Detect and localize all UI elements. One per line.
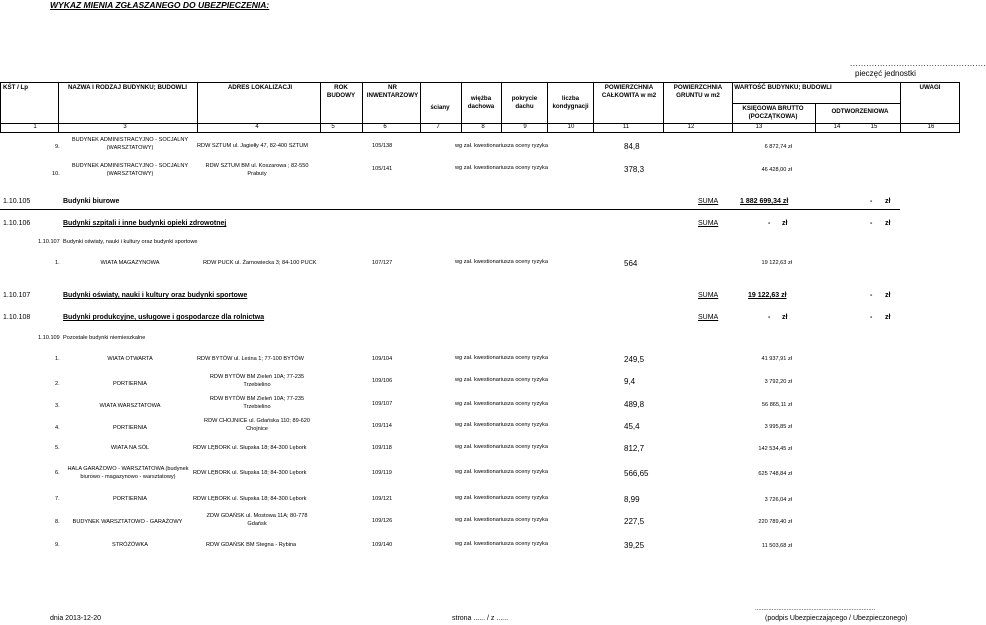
section-dash: - [870, 292, 873, 299]
row-address: RDW SZTUM BM ul. Koszarowa ; 82-550 Prabuty [205, 163, 309, 177]
row-name: WIATA WARSZTATOWA [99, 403, 161, 409]
subsection-code: 1.10.107 [38, 239, 60, 245]
row-value: 3 995,85 zł [764, 424, 792, 430]
section-code: 1.10.105 [3, 198, 31, 205]
row-lp: 9. [55, 144, 60, 150]
row-address: RDW BYTÓW BM Zieleń 10A; 77-235 Trzebielino [209, 374, 305, 388]
row-name: WIATA OTWARTA [107, 356, 153, 362]
col-divider [58, 82, 59, 132]
row-walls: wg zał. kwestionariusza oceny ryzyka [455, 517, 548, 523]
signature-label: (podpis Ubezpieczającego / Ubezpieczonego) [765, 615, 908, 622]
row-walls: wg zał. kwestionariusza oceny ryzyka [455, 401, 548, 407]
row-area: 378,3 [624, 165, 645, 174]
row-address: RDW PUCK ul. Żarnowiecka 3; 84-100 PUCK [203, 260, 317, 266]
col-divider [732, 82, 733, 132]
row-walls: wg zał. kwestionariusza oceny ryzyka [455, 165, 548, 171]
row-walls: wg zał. kwestionariusza oceny ryzyka [455, 259, 548, 265]
stamp-dots: .................................................. [850, 59, 986, 68]
value-sub-line [733, 103, 900, 104]
row-address: RDW SZTUM ul. Jagiełły 47, 82-400 SZTUM [197, 143, 308, 149]
col-num-8: 8 [481, 124, 485, 130]
row-address: RDW BYTÓW BM Zieleń 10A; 77-235 Trzebielino [209, 396, 305, 410]
row-name: BUDYNEK WARSZTATOWO - GARAŻOWY [72, 519, 183, 525]
section-currency: zł [782, 314, 788, 321]
col-num-1: 1 [33, 124, 37, 130]
col-num-4: 4 [255, 124, 259, 130]
header-bottom-line [0, 132, 960, 133]
row-inventory: 109/119 [372, 470, 392, 476]
col-divider [815, 103, 816, 132]
section-code: 1.10.107 [3, 292, 31, 299]
header-liczba: liczba kondygnacji [552, 95, 589, 110]
col-divider [0, 82, 1, 132]
header-wiezba: więźba dachowa [467, 95, 495, 110]
section-value: 1 882 699,34 zł [740, 198, 789, 205]
section-suma-label: SUMA [698, 198, 719, 205]
section-code: 1.10.106 [3, 220, 31, 227]
row-walls: wg zał. kwestionariusza oceny ryzyka [455, 495, 548, 501]
section-line [0, 209, 900, 210]
row-value: 142 534,45 zł [758, 446, 792, 452]
row-area: 9,4 [624, 377, 636, 386]
row-area: 812,7 [624, 444, 645, 453]
row-address: RDW BYTÓW ul. Leśna 1; 77-100 BYTÓW [197, 356, 304, 362]
row-lp: 5. [55, 445, 60, 451]
header-ksiegowa: KSIĘGOWA BRUTTO (POCZĄTKOWA) [742, 105, 804, 120]
row-area: 84,8 [624, 142, 640, 151]
row-address: RDW LĘBORK ul. Słupska 18; 84-300 Lębork [193, 496, 307, 502]
col-num-5: 5 [331, 124, 335, 130]
row-walls: wg zał. kwestionariusza oceny ryzyka [455, 355, 548, 361]
row-walls: wg zał. kwestionariusza oceny ryzyka [455, 143, 548, 149]
section-dash: - [768, 220, 771, 227]
row-area: 489,8 [624, 400, 645, 409]
row-inventory: 109/121 [372, 496, 393, 502]
row-inventory: 109/107 [372, 401, 393, 407]
row-area: 249,5 [624, 355, 645, 364]
row-inventory: 109/106 [372, 378, 393, 384]
section-code: 1.10.108 [3, 314, 31, 321]
row-inventory: 107/127 [372, 260, 393, 266]
row-walls: wg zał. kwestionariusza oceny ryzyka [455, 377, 548, 383]
row-name: BUDYNEK ADMINISTRACYJNO - SOCJALNY (WARSZTATOWY) [71, 137, 189, 151]
header-odtworzeniowa: ODTWORZENIOWA [831, 108, 889, 115]
col-divider [197, 82, 198, 132]
row-inventory: 109/126 [372, 518, 393, 524]
row-walls: wg zał. kwestionariusza oceny ryzyka [455, 541, 548, 547]
row-walls: wg zał. kwestionariusza oceny ryzyka [455, 422, 548, 428]
col-num-9: 9 [523, 124, 527, 130]
col-divider [501, 82, 502, 132]
col-divider [420, 82, 421, 132]
header-nazwa: NAZWA I RODZAJ BUDYNKU; BUDOWLI [67, 84, 188, 91]
header-pow-calk: POWIERZCHNIA CAŁKOWITA w m2 [601, 84, 657, 99]
section-value: 19 122,63 zł [748, 292, 787, 299]
col-divider [663, 82, 664, 132]
row-value: 19 122,63 zł [761, 260, 792, 266]
row-name: PORTIERNIA [112, 381, 148, 387]
col-divider [959, 82, 960, 132]
row-inventory: 109/140 [372, 542, 393, 548]
section-name: Budynki produkcyjne, usługowe i gospodarcze dla rolnictwa [63, 314, 265, 321]
section-name: Budynki szpitali i inne budynki opieki zdrowotnej [63, 220, 227, 227]
col-divider [362, 82, 363, 132]
section-dash: - [870, 220, 873, 227]
row-value: 11 503,68 zł [761, 543, 792, 549]
row-area: 45,4 [624, 422, 640, 431]
section-name: Budynki biurowe [63, 198, 120, 205]
col-divider [900, 82, 901, 132]
row-lp: 10. [52, 171, 60, 177]
row-address: RDW CHOJNICE ul. Gdańska 110; 89-620 Chojnice [204, 418, 310, 432]
section-currency: zł [782, 220, 788, 227]
col-num-14: 14 [833, 124, 841, 130]
row-value: 3 792,20 zł [764, 379, 792, 385]
col-divider [461, 82, 462, 132]
header-adres: ADRES LOKALIZACJI [227, 84, 293, 91]
row-lp: 7. [55, 496, 60, 502]
row-name: WIATA MAGAZYNOWA [100, 260, 160, 266]
row-address: ZDW GDAŃSK ul. Mostowa 11A; 80-778 Gdańsk [206, 513, 308, 527]
row-inventory: 105/138 [372, 143, 393, 149]
col-num-12: 12 [687, 124, 695, 130]
row-name: PORTIERNIA [112, 425, 148, 431]
row-inventory: 109/114 [372, 423, 392, 429]
row-walls: wg zał. kwestionariusza oceny ryzyka [455, 469, 548, 475]
section-currency: zł [885, 220, 891, 227]
subsection-code: 1.10.109 [38, 335, 60, 341]
row-lp: 1. [55, 260, 60, 266]
col-num-15: 15 [870, 124, 878, 130]
row-address: RDW LĘBORK ul. Słupska 18; 84-300 Lębork [193, 470, 307, 476]
section-suma-label: SUMA [698, 314, 719, 321]
section-suma-label: SUMA [698, 292, 719, 299]
header-pow-grunt: POWIERZCHNIA GRUNTU w m2 [673, 84, 723, 99]
header-kst: KŚT / Lp [3, 84, 29, 91]
row-lp: 4. [55, 425, 60, 431]
row-name: PORTIERNIA [112, 496, 148, 502]
row-value: 6 872,74 zł [764, 144, 792, 150]
header-uwagi: UWAGI [919, 84, 941, 91]
header-top-line [0, 82, 960, 83]
page-title: WYKAZ MIENIA ZGŁASZANEGO DO UBEZPIECZENIA: [50, 0, 270, 10]
col-num-11: 11 [622, 124, 630, 130]
row-address: RDW GDAŃSK BM Stegna - Rybina [206, 542, 297, 548]
footer-page: strona ...... / z ...... [452, 615, 509, 622]
row-area: 227,5 [624, 517, 645, 526]
row-value: 625 748,84 zł [758, 471, 792, 477]
col-divider [593, 82, 594, 132]
row-name: STRÓŻÓWKA [111, 542, 149, 548]
header-wartosc: WARTOŚĆ BUDYNKU; BUDOWLI [734, 84, 832, 91]
row-area: 564 [624, 259, 638, 268]
row-lp: 6. [55, 470, 60, 476]
header-nr-inw: NR INWENTARZOWY [366, 84, 419, 99]
row-inventory: 109/118 [372, 445, 392, 451]
row-value: 3 726,04 zł [764, 497, 792, 503]
section-suma-label: SUMA [698, 220, 719, 227]
col-divider [320, 82, 321, 132]
section-dash: - [870, 314, 873, 321]
row-lp: 2. [55, 381, 60, 387]
row-lp: 3. [55, 403, 60, 409]
col-divider [547, 82, 548, 132]
header-sciany: ściany [430, 104, 450, 111]
unit-stamp-label: pieczęć jednostki [855, 69, 916, 78]
footer-date: dnia 2013-12-20 [50, 615, 101, 622]
row-address: RDW LĘBORK ul. Słupska 18; 84-300 Lębork [193, 445, 307, 451]
row-name: WIATA NA SÓL [110, 445, 150, 451]
row-name: HALA GARAŻOWO - WARSZTATOWA (budynek biurowo - magazynowo - warsztatowy) [67, 466, 189, 480]
row-area: 566,65 [624, 469, 649, 478]
col-num-6: 6 [383, 124, 387, 130]
row-value: 41 937,91 zł [761, 356, 792, 362]
row-walls: wg zał. kwestionariusza oceny ryzyka [455, 444, 548, 450]
header-rok: ROK BUDOWY [326, 84, 356, 99]
row-inventory: 109/104 [372, 356, 393, 362]
col-num-16: 16 [927, 124, 935, 130]
signature-dots: ........................................................................ [755, 606, 876, 612]
row-value: 56 865,11 zł [761, 402, 792, 408]
col-num-13: 13 [755, 124, 763, 130]
row-value: 46 428,00 zł [761, 167, 792, 173]
row-inventory: 105/141 [372, 166, 393, 172]
section-currency: zł [885, 292, 891, 299]
section-currency: zł [885, 198, 891, 205]
section-currency: zł [885, 314, 891, 321]
section-dash: - [768, 314, 771, 321]
subsection-name: Pozostałe budynki niemieszkalne [63, 335, 146, 341]
col-num-7: 7 [436, 124, 440, 130]
row-area: 39,25 [624, 541, 645, 550]
col-num-3: 3 [123, 124, 127, 130]
subsection-name: Budynki oświaty, nauki i kultury oraz budynki sportowe [63, 239, 198, 245]
col-num-10: 10 [567, 124, 575, 130]
section-dash: - [870, 198, 873, 205]
section-name: Budynki oświaty, nauki i kultury oraz budynki sportowe [63, 292, 248, 299]
row-lp: 1. [55, 356, 60, 362]
row-lp: 9. [55, 542, 60, 548]
row-area: 8,99 [624, 495, 640, 504]
header-pokrycie: pokrycie dachu [511, 95, 538, 110]
row-lp: 8. [55, 519, 60, 525]
row-name: BUDYNEK ADMINISTRACYJNO - SOCJALNY (WARSZTATOWY) [71, 163, 189, 177]
row-value: 220 789,40 zł [758, 519, 792, 525]
